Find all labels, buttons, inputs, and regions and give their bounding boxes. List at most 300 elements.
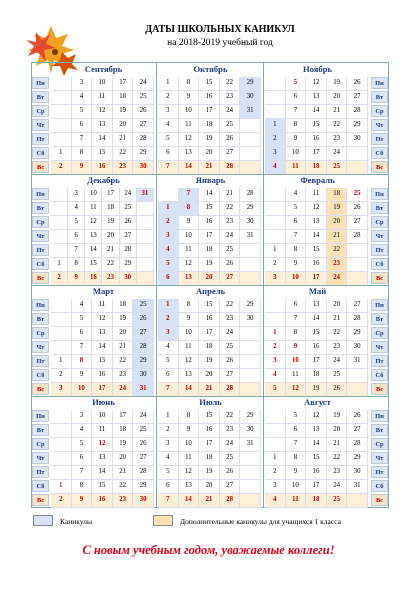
month-divider: [156, 63, 157, 174]
date-cell: 17: [92, 383, 113, 397]
date-cell: 20: [327, 216, 348, 230]
date-cell: 5: [286, 410, 307, 424]
date-cell: [137, 202, 154, 216]
date-cell: 19: [327, 77, 348, 91]
date-cell: 20: [327, 91, 348, 105]
date-cell: 17: [113, 77, 134, 91]
date-cell: 16: [92, 494, 113, 508]
date-cell: 10: [179, 327, 200, 341]
date-cell: 1: [51, 355, 72, 369]
date-cell: 25: [120, 202, 137, 216]
date-cell: [265, 91, 286, 105]
date-cell: 21: [113, 133, 134, 147]
day-label-right: Пт: [371, 244, 388, 256]
band-divider: [32, 396, 388, 397]
day-label-right: Ср: [371, 327, 388, 339]
date-cell: 27: [133, 452, 154, 466]
date-cell: [51, 410, 72, 424]
date-cell: 18: [306, 161, 327, 175]
date-cell: 21: [327, 105, 348, 119]
date-cell: 18: [306, 494, 327, 508]
date-cell: 28: [347, 105, 368, 119]
date-cell: 4: [158, 244, 179, 258]
date-cell: 12: [179, 258, 200, 272]
date-cell: 1: [51, 480, 72, 494]
date-cell: [240, 355, 261, 369]
date-cell: 28: [240, 188, 261, 202]
date-cell: 18: [306, 369, 327, 383]
date-cell: 28: [133, 341, 154, 355]
date-cell: 17: [306, 272, 327, 286]
date-cell: 8: [286, 327, 307, 341]
date-cell: 15: [199, 77, 220, 91]
date-cell: 18: [199, 341, 220, 355]
date-cell: 4: [265, 369, 286, 383]
date-cell: [240, 383, 261, 397]
month-title: Июль: [199, 397, 222, 407]
date-cell: 24: [327, 147, 348, 161]
date-cell: 1: [158, 77, 179, 91]
date-cell: 19: [199, 466, 220, 480]
date-cell: 14: [179, 494, 200, 508]
date-cell: 23: [327, 133, 348, 147]
date-cell: 14: [92, 341, 113, 355]
day-label-right: Вс: [371, 494, 388, 506]
date-cell: [240, 452, 261, 466]
date-cell: 24: [220, 230, 241, 244]
date-cell: 12: [179, 133, 200, 147]
date-cell: 16: [306, 466, 327, 480]
date-cell: 31: [137, 188, 154, 202]
date-cell: 11: [179, 341, 200, 355]
date-cell: 23: [103, 272, 120, 286]
day-label-right: Пт: [371, 133, 388, 145]
date-cell: 28: [120, 244, 137, 258]
date-cell: 19: [327, 202, 348, 216]
date-cell: 20: [199, 147, 220, 161]
date-cell: 8: [286, 452, 307, 466]
day-label-right: Пт: [371, 355, 388, 367]
date-cell: 17: [199, 230, 220, 244]
date-cell: 12: [92, 438, 113, 452]
date-cell: [51, 438, 72, 452]
date-cell: 28: [220, 383, 241, 397]
date-cell: 28: [133, 133, 154, 147]
date-cell: 15: [306, 327, 327, 341]
date-cell: 17: [306, 147, 327, 161]
date-cell: 2: [158, 91, 179, 105]
date-cell: 7: [286, 105, 307, 119]
date-cell: 19: [199, 133, 220, 147]
date-cell: 8: [72, 480, 93, 494]
month-title: Март: [92, 286, 115, 296]
date-cell: 2: [158, 216, 179, 230]
date-cell: 16: [199, 313, 220, 327]
month-title: Декабрь: [87, 175, 120, 185]
date-cell: 11: [92, 299, 113, 313]
date-cell: 12: [179, 355, 200, 369]
day-label-right: Пн: [371, 188, 388, 200]
date-cell: 2: [158, 313, 179, 327]
date-cell: 3: [51, 383, 72, 397]
date-cell: [51, 299, 72, 313]
date-cell: 17: [103, 188, 120, 202]
date-cell: 8: [286, 244, 307, 258]
date-cell: 5: [158, 355, 179, 369]
day-label-right: Сб: [371, 480, 388, 492]
date-cell: 26: [220, 258, 241, 272]
date-cell: 21: [113, 466, 134, 480]
date-cell: 17: [199, 105, 220, 119]
date-cell: 13: [179, 272, 200, 286]
day-label-right: Вс: [371, 161, 388, 173]
date-cell: 16: [306, 133, 327, 147]
date-cell: 26: [347, 77, 368, 91]
date-cell: 7: [72, 466, 93, 480]
date-cell: [265, 424, 286, 438]
date-cell: [265, 202, 286, 216]
date-cell: 8: [72, 147, 93, 161]
date-cell: 21: [113, 341, 134, 355]
date-cell: 15: [306, 452, 327, 466]
date-cell: 4: [72, 91, 93, 105]
date-cell: 6: [72, 327, 93, 341]
month-title: Апрель: [195, 286, 226, 296]
date-cell: 3: [265, 355, 286, 369]
date-cell: 12: [306, 410, 327, 424]
date-cell: 26: [327, 383, 348, 397]
date-cell: 22: [220, 77, 241, 91]
date-cell: [265, 438, 286, 452]
date-cell: [347, 244, 368, 258]
date-cell: 19: [199, 355, 220, 369]
date-cell: 23: [327, 258, 348, 272]
date-cell: 11: [286, 494, 307, 508]
date-cell: 8: [286, 119, 307, 133]
date-cell: 6: [158, 369, 179, 383]
date-cell: 26: [220, 466, 241, 480]
date-cell: 24: [133, 410, 154, 424]
date-cell: [347, 258, 368, 272]
date-cell: 17: [306, 355, 327, 369]
day-label-right: Пн: [371, 299, 388, 311]
date-cell: 20: [327, 424, 348, 438]
date-cell: 30: [120, 272, 137, 286]
date-cell: 28: [220, 494, 241, 508]
legend-extra-swatch: [153, 515, 173, 526]
day-label-right: Пн: [371, 77, 388, 89]
date-cell: 7: [72, 341, 93, 355]
month-divider: [263, 396, 264, 507]
date-cell: 24: [220, 105, 241, 119]
date-cell: 29: [347, 119, 368, 133]
date-cell: 4: [265, 161, 286, 175]
date-cell: [158, 188, 179, 202]
date-cell: 27: [220, 147, 241, 161]
date-cell: 13: [85, 230, 102, 244]
date-cell: 28: [133, 466, 154, 480]
date-cell: [51, 313, 72, 327]
day-label-right: Вс: [371, 383, 388, 395]
date-cell: 3: [158, 327, 179, 341]
date-cell: [240, 341, 261, 355]
date-cell: 7: [179, 188, 200, 202]
date-cell: 16: [85, 272, 102, 286]
date-cell: 27: [120, 230, 137, 244]
date-cell: 30: [133, 369, 154, 383]
band-divider: [32, 174, 388, 175]
day-label-right: Сб: [371, 258, 388, 270]
date-cell: 13: [306, 424, 327, 438]
date-cell: 9: [72, 494, 93, 508]
date-cell: 17: [113, 410, 134, 424]
date-cell: [137, 230, 154, 244]
date-cell: [51, 133, 72, 147]
date-cell: 5: [158, 133, 179, 147]
legend-holidays-swatch: [33, 515, 53, 526]
date-cell: 11: [286, 161, 307, 175]
date-cell: [137, 216, 154, 230]
date-cell: 9: [72, 369, 93, 383]
date-cell: 4: [68, 202, 85, 216]
date-cell: [51, 244, 68, 258]
date-cell: 25: [327, 369, 348, 383]
date-cell: 9: [286, 133, 307, 147]
date-cell: 11: [85, 202, 102, 216]
date-cell: 31: [133, 383, 154, 397]
day-label-left: Пн: [32, 299, 49, 311]
date-cell: 19: [113, 438, 134, 452]
day-label-right: Ср: [371, 216, 388, 228]
date-cell: [347, 494, 368, 508]
date-cell: 20: [199, 272, 220, 286]
date-cell: 5: [158, 258, 179, 272]
date-cell: 20: [103, 230, 120, 244]
date-cell: 5: [286, 202, 307, 216]
date-cell: 21: [220, 188, 241, 202]
date-cell: 27: [347, 299, 368, 313]
date-cell: 1: [265, 327, 286, 341]
date-cell: 14: [92, 133, 113, 147]
date-cell: 4: [158, 452, 179, 466]
date-cell: 26: [220, 133, 241, 147]
date-cell: 6: [68, 230, 85, 244]
greeting-text: С новым учебным годом, уважаемые коллеги!: [82, 543, 335, 557]
date-cell: 24: [133, 77, 154, 91]
date-cell: 1: [265, 244, 286, 258]
date-cell: 29: [133, 355, 154, 369]
date-cell: 11: [286, 369, 307, 383]
date-cell: [265, 188, 286, 202]
date-cell: [51, 216, 68, 230]
date-cell: 30: [347, 133, 368, 147]
date-cell: 13: [179, 480, 200, 494]
date-cell: 23: [327, 466, 348, 480]
date-cell: 19: [113, 313, 134, 327]
date-cell: 29: [240, 202, 261, 216]
date-cell: 6: [72, 119, 93, 133]
date-cell: 8: [72, 355, 93, 369]
date-cell: 22: [103, 258, 120, 272]
date-cell: 25: [347, 188, 368, 202]
date-cell: 15: [92, 147, 113, 161]
date-cell: 9: [72, 161, 93, 175]
date-cell: 7: [286, 438, 307, 452]
day-label-right: Пт: [371, 466, 388, 478]
date-cell: 15: [199, 202, 220, 216]
date-cell: 29: [347, 452, 368, 466]
date-cell: 16: [306, 258, 327, 272]
date-cell: 9: [286, 341, 307, 355]
date-cell: 1: [51, 147, 72, 161]
date-cell: 7: [158, 161, 179, 175]
date-cell: 14: [179, 161, 200, 175]
date-cell: 4: [265, 494, 286, 508]
date-cell: 26: [133, 438, 154, 452]
date-cell: 29: [347, 327, 368, 341]
date-cell: 28: [347, 230, 368, 244]
date-cell: 5: [72, 313, 93, 327]
date-cell: 2: [51, 494, 72, 508]
date-cell: 16: [199, 91, 220, 105]
date-cell: [347, 147, 368, 161]
day-label-right: Ср: [371, 105, 388, 117]
day-label-right: Вт: [371, 202, 388, 214]
month-divider: [156, 174, 157, 285]
date-cell: [265, 299, 286, 313]
date-cell: 11: [179, 244, 200, 258]
date-cell: 5: [68, 216, 85, 230]
month-divider: [156, 285, 157, 396]
date-cell: 27: [220, 480, 241, 494]
date-cell: 29: [133, 480, 154, 494]
date-cell: [240, 272, 261, 286]
date-cell: 18: [113, 424, 134, 438]
date-cell: 7: [158, 383, 179, 397]
date-cell: 6: [158, 272, 179, 286]
date-cell: [51, 452, 72, 466]
date-cell: 12: [306, 202, 327, 216]
date-cell: 14: [179, 383, 200, 397]
date-cell: 4: [158, 341, 179, 355]
date-cell: 14: [306, 230, 327, 244]
day-label-right: Ср: [371, 438, 388, 450]
date-cell: 15: [92, 480, 113, 494]
date-cell: 20: [199, 480, 220, 494]
date-cell: 31: [240, 105, 261, 119]
day-label-left: Ср: [32, 438, 49, 450]
date-cell: 18: [113, 91, 134, 105]
date-cell: 25: [327, 161, 348, 175]
date-cell: 2: [158, 424, 179, 438]
date-cell: 17: [306, 480, 327, 494]
day-label-right: Пн: [371, 410, 388, 422]
date-cell: [137, 244, 154, 258]
date-cell: 10: [286, 147, 307, 161]
date-cell: 13: [306, 216, 327, 230]
date-cell: 7: [286, 313, 307, 327]
day-label-left: Вт: [32, 424, 49, 436]
month-title: Ноябрь: [302, 64, 333, 74]
date-cell: 2: [265, 341, 286, 355]
date-cell: 26: [347, 202, 368, 216]
day-label-left: Пт: [32, 133, 49, 145]
date-cell: 27: [347, 91, 368, 105]
date-cell: 22: [220, 202, 241, 216]
date-cell: 22: [113, 147, 134, 161]
date-cell: 2: [265, 258, 286, 272]
day-label-left: Чт: [32, 119, 49, 131]
day-label-left: Чт: [32, 230, 49, 242]
date-cell: 22: [327, 244, 348, 258]
date-cell: 4: [72, 299, 93, 313]
date-cell: 30: [347, 341, 368, 355]
date-cell: 3: [72, 410, 93, 424]
date-cell: 27: [220, 272, 241, 286]
date-cell: 11: [306, 188, 327, 202]
date-cell: 12: [286, 383, 307, 397]
day-label-left: Ср: [32, 216, 49, 228]
date-cell: 10: [286, 355, 307, 369]
date-cell: 2: [265, 133, 286, 147]
date-cell: 14: [306, 313, 327, 327]
day-label-right: Сб: [371, 147, 388, 159]
day-label-left: Ср: [32, 327, 49, 339]
date-cell: 28: [220, 161, 241, 175]
date-cell: 24: [220, 438, 241, 452]
date-cell: 14: [306, 438, 327, 452]
date-cell: [240, 147, 261, 161]
day-label-left: Пн: [32, 77, 49, 89]
date-cell: 22: [327, 452, 348, 466]
date-cell: 6: [286, 299, 307, 313]
date-cell: 11: [179, 119, 200, 133]
date-cell: 17: [199, 438, 220, 452]
day-label-left: Пт: [32, 355, 49, 367]
date-cell: 24: [327, 355, 348, 369]
date-cell: 5: [158, 466, 179, 480]
day-label-right: Вс: [371, 272, 388, 284]
day-label-left: Пн: [32, 188, 49, 200]
month-title: Август: [304, 397, 331, 407]
date-cell: 20: [113, 327, 134, 341]
date-cell: 10: [286, 480, 307, 494]
date-cell: 26: [133, 313, 154, 327]
day-label-right: Сб: [371, 369, 388, 381]
date-cell: 26: [133, 105, 154, 119]
date-cell: 15: [306, 244, 327, 258]
date-cell: 13: [306, 91, 327, 105]
date-cell: 6: [286, 91, 307, 105]
date-cell: 2: [265, 466, 286, 480]
date-cell: 14: [199, 188, 220, 202]
date-cell: 20: [327, 299, 348, 313]
date-cell: 20: [113, 119, 134, 133]
date-cell: [240, 119, 261, 133]
date-cell: 27: [133, 119, 154, 133]
month-title: Сентябрь: [84, 64, 123, 74]
date-cell: 27: [133, 327, 154, 341]
date-cell: 6: [158, 480, 179, 494]
date-cell: [137, 272, 154, 286]
date-cell: 13: [306, 299, 327, 313]
day-label-right: Вт: [371, 424, 388, 436]
date-cell: [240, 327, 261, 341]
date-cell: 8: [68, 258, 85, 272]
date-cell: 18: [113, 299, 134, 313]
date-cell: 11: [92, 91, 113, 105]
date-cell: 9: [68, 272, 85, 286]
